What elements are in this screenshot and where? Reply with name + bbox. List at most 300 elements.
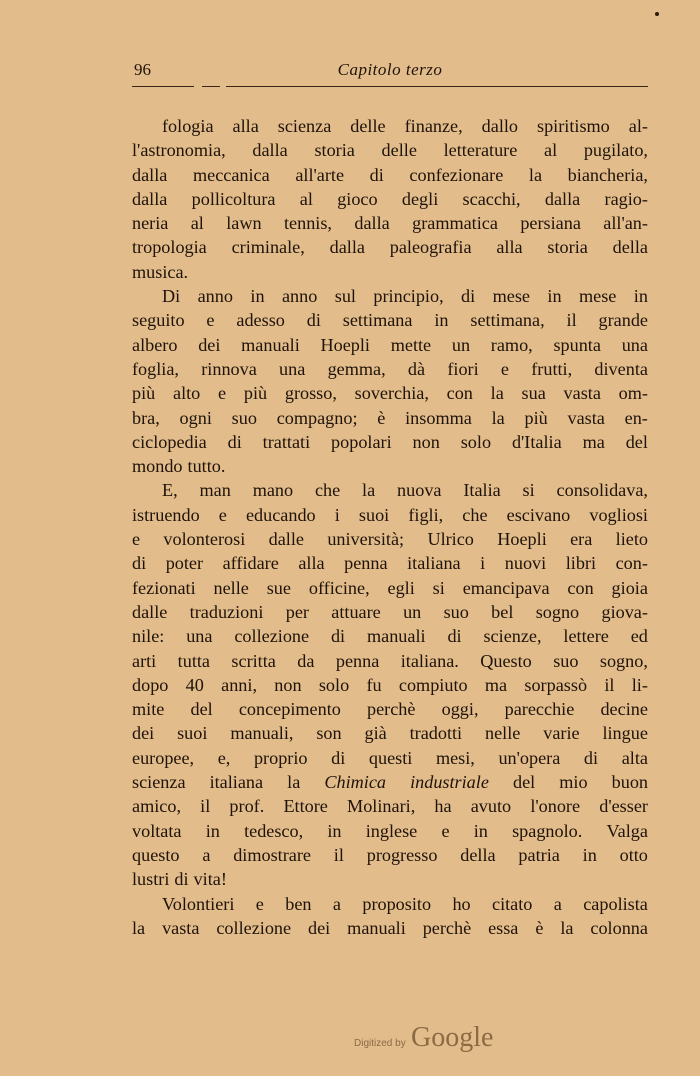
word: alla <box>496 237 523 258</box>
running-header <box>132 58 648 84</box>
word: ragio- <box>604 188 648 209</box>
watermark-logo: Google <box>411 1022 494 1053</box>
word: università; <box>327 529 405 550</box>
word: suoi <box>177 723 208 744</box>
word: essa <box>488 917 519 938</box>
word: criminale, <box>231 237 305 258</box>
word: di <box>306 310 321 331</box>
text-line <box>132 527 648 551</box>
word: ciclopedia <box>132 431 207 452</box>
text-line <box>132 430 648 454</box>
text-line <box>132 892 648 916</box>
word: e <box>218 383 227 404</box>
word: amico, <box>132 796 181 817</box>
word: frutti, <box>531 358 573 379</box>
word: dalla <box>544 188 581 209</box>
word: li- <box>631 674 648 695</box>
word: ramo, <box>490 334 533 355</box>
word: suo <box>443 601 469 622</box>
word: di <box>447 626 462 647</box>
word: Italia <box>463 480 501 501</box>
word: decine <box>600 699 648 720</box>
word: mette <box>390 334 432 355</box>
word: fologia <box>162 116 214 136</box>
word: e <box>206 310 215 331</box>
word: sue <box>266 577 291 598</box>
word: avuto <box>470 796 512 817</box>
word: sogno <box>535 601 580 622</box>
word: italiana. <box>400 650 459 671</box>
word: libri <box>565 553 597 574</box>
word: proposito <box>362 893 432 914</box>
word: en- <box>624 407 648 428</box>
word: diventa <box>594 358 648 379</box>
word: foglia, <box>132 358 179 379</box>
word: al- <box>628 116 648 136</box>
word: oggi, <box>441 699 479 720</box>
word: gemma, <box>327 358 386 379</box>
word: paleografia <box>389 237 472 258</box>
italic-title-word: industriale <box>410 772 489 793</box>
word: emancipava <box>462 577 550 598</box>
word: questo <box>132 844 180 865</box>
word: ma <box>582 431 605 452</box>
word: mite <box>132 699 165 720</box>
word: storia <box>314 140 355 161</box>
word: dei <box>308 917 331 938</box>
word: all'arte <box>295 164 345 185</box>
text-line <box>132 211 648 235</box>
word: citato <box>492 893 533 914</box>
word: volonterosi <box>163 529 246 550</box>
word: è <box>535 917 544 938</box>
word: l'astronomia, <box>132 140 226 161</box>
scan-speck <box>655 12 659 16</box>
word: il <box>200 796 211 817</box>
word: affidare <box>222 553 279 574</box>
word: fiori <box>447 358 479 379</box>
word: seguito <box>132 310 185 331</box>
word: ogni <box>179 407 212 428</box>
word: ha <box>434 796 452 817</box>
word: già <box>364 723 387 744</box>
word: Molinari, <box>347 796 416 817</box>
word: scienza <box>277 116 332 136</box>
text-line <box>132 843 648 867</box>
word: ho <box>452 893 471 914</box>
word: lettere <box>563 626 609 647</box>
word: educando <box>245 504 316 525</box>
word: scritta <box>231 650 276 671</box>
text-line <box>132 308 648 332</box>
word: e <box>218 504 227 525</box>
word: lawn <box>226 213 262 234</box>
text-line <box>132 746 648 770</box>
word: dalla <box>329 237 365 258</box>
word: in <box>327 820 342 841</box>
word: grosso, <box>284 383 337 404</box>
word: pugilato, <box>583 140 648 161</box>
word: nuova <box>397 480 442 501</box>
word: il <box>566 310 577 331</box>
word: che <box>462 504 488 525</box>
word: nelle <box>484 723 521 744</box>
word: della <box>460 844 496 865</box>
word: si <box>522 480 535 501</box>
word: penna <box>335 650 380 671</box>
word: vita! <box>193 869 227 890</box>
word: in <box>434 310 449 331</box>
word: vasta <box>563 383 601 404</box>
word: varie <box>543 723 580 744</box>
word: mese <box>579 286 617 307</box>
word: più <box>524 407 548 428</box>
word: spunta <box>553 334 601 355</box>
word: lingue <box>602 723 648 744</box>
word: solo <box>460 431 492 452</box>
word: di <box>461 286 476 307</box>
word: in <box>250 286 265 307</box>
word: principio, <box>373 286 444 307</box>
word: mondo <box>132 456 183 477</box>
text-line <box>132 649 648 673</box>
word: dalle <box>268 529 304 550</box>
word: non <box>274 674 302 695</box>
word: un'opera <box>498 747 561 768</box>
text-line <box>132 114 648 138</box>
word: dà <box>407 358 426 379</box>
word: persiana <box>520 213 581 234</box>
running-title: Capitolo terzo <box>337 60 443 79</box>
word: dalla <box>132 164 168 185</box>
word: alto <box>173 383 201 404</box>
word: una <box>621 334 648 355</box>
word: di <box>174 869 189 890</box>
word: d'Italia <box>511 431 562 452</box>
word: consolidava, <box>556 480 648 501</box>
word: dopo <box>132 674 169 695</box>
word: man <box>199 480 231 501</box>
word: un <box>451 334 471 355</box>
word: vasta <box>567 407 605 428</box>
word: un <box>403 601 422 622</box>
word: neria <box>132 213 169 234</box>
paragraph <box>132 892 648 941</box>
word: inglese <box>365 820 418 841</box>
word: anno <box>281 286 318 307</box>
word: tropologia <box>132 237 207 258</box>
word: manuali <box>366 626 426 647</box>
word: e <box>500 358 509 379</box>
word: sul <box>334 286 356 307</box>
text-line <box>132 406 648 430</box>
word: popolari <box>331 431 392 452</box>
word: anni, <box>221 674 257 695</box>
word: mese <box>492 286 530 307</box>
word: dalla <box>354 213 390 234</box>
word: officine, <box>308 577 370 598</box>
word: manuali <box>241 334 300 355</box>
word: E, <box>162 480 178 501</box>
word: la <box>287 772 301 793</box>
word: attuare <box>331 601 381 622</box>
word: del <box>625 431 648 452</box>
word: anno <box>197 286 233 307</box>
paragraph <box>132 284 648 478</box>
page-body <box>132 114 648 940</box>
word: non <box>412 431 440 452</box>
word: progresso <box>366 844 438 865</box>
word: settimana, <box>470 310 545 331</box>
word: in <box>633 286 648 307</box>
word: di <box>132 553 147 574</box>
page-number: 96 <box>134 60 151 79</box>
text-line <box>132 697 648 721</box>
word: l'onore <box>530 796 581 817</box>
word: degli <box>401 188 439 209</box>
text-line <box>132 333 648 357</box>
text-line <box>132 260 648 284</box>
word: e <box>255 893 264 914</box>
word: mano <box>252 480 294 501</box>
word: europee, <box>132 747 195 768</box>
word: albero <box>132 334 178 355</box>
word: scienze, <box>483 626 542 647</box>
word: italiana <box>209 772 264 793</box>
word: son <box>316 723 342 744</box>
text-line <box>132 454 648 478</box>
word: lieto <box>615 529 648 550</box>
word: compagno; <box>276 407 358 428</box>
text-line <box>132 916 648 940</box>
word: al <box>544 140 558 161</box>
word: Hoepli <box>497 529 547 550</box>
word: istruendo <box>132 504 200 525</box>
text-line <box>132 163 648 187</box>
word: alla <box>298 553 325 574</box>
word: voltata <box>132 820 182 841</box>
word: grammatica <box>412 213 498 234</box>
text-line <box>132 624 648 648</box>
word: dei <box>132 723 155 744</box>
word: Hoepli <box>320 334 370 355</box>
word: i <box>334 504 340 525</box>
word: mio <box>559 772 588 793</box>
text-line <box>132 478 648 502</box>
word: di <box>330 626 346 647</box>
word: al <box>190 213 204 234</box>
watermark-prefix: Digitized by <box>354 1038 406 1049</box>
word: parecchie <box>504 699 575 720</box>
text-line <box>132 819 648 843</box>
word: del <box>512 772 536 793</box>
word: compiuto <box>398 674 468 695</box>
word: in <box>582 844 597 865</box>
word: il <box>604 674 615 695</box>
word: prof. <box>229 796 265 817</box>
text-line <box>132 381 648 405</box>
text-line <box>132 794 648 818</box>
word: tutta <box>177 650 210 671</box>
word: il <box>333 844 344 865</box>
word: la <box>490 383 504 404</box>
word: patria <box>518 844 560 865</box>
word: scienza <box>132 772 186 793</box>
word: settimana <box>342 310 413 331</box>
word: ed <box>630 626 648 647</box>
word: figli, <box>408 504 444 525</box>
word: del <box>190 699 213 720</box>
word: la <box>132 917 146 938</box>
word: dalle <box>132 601 168 622</box>
word: alla <box>232 116 259 136</box>
word: nuovi <box>504 553 547 574</box>
text-line <box>132 138 648 162</box>
word: capolista <box>583 893 648 914</box>
text-line <box>132 673 648 697</box>
word: perchè <box>422 917 472 938</box>
word: in <box>473 820 488 841</box>
word: grande <box>598 310 648 331</box>
word: i <box>480 553 486 574</box>
word: 40 <box>185 674 204 695</box>
word: spiritismo <box>537 116 610 136</box>
word: con <box>446 383 473 404</box>
word: e, <box>217 747 231 768</box>
text-line <box>132 503 648 527</box>
word: mesi, <box>435 747 475 768</box>
word: era <box>570 529 593 550</box>
word: spagnolo. <box>512 820 583 841</box>
word: ben <box>285 893 312 914</box>
word: a <box>553 893 562 914</box>
text-line <box>132 721 648 745</box>
word: con <box>567 577 594 598</box>
word: Ulrico <box>427 529 474 550</box>
word: gioia <box>611 577 648 598</box>
word: con- <box>615 553 648 574</box>
text-line <box>132 357 648 381</box>
word: collezione <box>216 917 292 938</box>
word: Ettore <box>283 796 328 817</box>
word: dalla <box>132 188 168 209</box>
word: una <box>186 626 213 647</box>
word: tradotti <box>409 723 463 744</box>
word: Questo <box>480 650 532 671</box>
word: Di <box>162 286 181 307</box>
word: dallo <box>481 116 519 136</box>
word: penna <box>344 553 388 574</box>
word: adesso <box>236 310 285 331</box>
word: più <box>132 383 156 404</box>
word: storia <box>547 237 588 258</box>
word: letterature <box>443 140 518 161</box>
word: traduzioni <box>189 601 264 622</box>
word: la <box>528 164 543 185</box>
word: e <box>441 820 450 841</box>
word: è <box>377 407 386 428</box>
word: giova- <box>601 601 648 622</box>
word: colonna <box>590 917 648 938</box>
word: suo <box>231 407 257 428</box>
word: fezionati <box>132 577 196 598</box>
word: bel <box>491 601 514 622</box>
italic-title-word: Chimica <box>324 772 387 793</box>
word: bra, <box>132 407 160 428</box>
word: della <box>612 237 648 258</box>
paragraph <box>132 478 648 891</box>
word: soverchia, <box>354 383 429 404</box>
word: dei <box>198 334 221 355</box>
word: manuali <box>347 917 406 938</box>
header-rule <box>132 86 648 87</box>
word: suoi <box>358 504 390 525</box>
word: scacchi, <box>462 188 521 209</box>
text-line <box>132 600 648 624</box>
word: biancheria, <box>567 164 648 185</box>
word: delle <box>350 116 386 136</box>
word: più <box>243 383 268 404</box>
word: sorpassò <box>524 674 588 695</box>
word: perchè <box>367 699 416 720</box>
word: italiana <box>407 553 461 574</box>
word: buon <box>611 772 648 793</box>
word: la <box>560 917 574 938</box>
word: sogno, <box>599 650 648 671</box>
word: da <box>297 650 315 671</box>
word: di <box>583 747 599 768</box>
word: una <box>279 358 306 379</box>
word: di <box>369 164 384 185</box>
word: vogliosi <box>589 504 648 525</box>
word: di <box>331 747 346 768</box>
word: e <box>132 529 141 550</box>
word: insomma <box>405 407 472 428</box>
word: sua <box>521 383 546 404</box>
text-line <box>132 284 648 308</box>
text-line <box>132 770 648 794</box>
word: la <box>362 480 376 501</box>
word: a <box>332 893 341 914</box>
word: di <box>227 431 242 452</box>
word: finanze, <box>404 116 463 136</box>
word: escivano <box>506 504 571 525</box>
text-line <box>132 576 648 600</box>
word: la <box>491 407 505 428</box>
word: questi <box>368 747 413 768</box>
word: egli <box>387 577 415 598</box>
word: dalla <box>252 140 288 161</box>
word: poter <box>165 553 204 574</box>
paragraph <box>132 114 648 284</box>
word: a <box>202 844 211 865</box>
word: che <box>314 480 341 501</box>
word: proprio <box>253 747 308 768</box>
word: musica. <box>132 261 189 282</box>
text-line <box>132 551 648 575</box>
word: in <box>547 286 562 307</box>
word: all'an- <box>603 213 648 234</box>
word: fu <box>366 674 382 695</box>
word: lustri <box>132 869 170 890</box>
word: alta <box>621 747 648 768</box>
word: gioco <box>337 188 378 209</box>
word: ma <box>484 674 508 695</box>
word: per <box>285 601 309 622</box>
word: d'esser <box>599 796 648 817</box>
word: manuali, <box>230 723 294 744</box>
word: delle <box>381 140 417 161</box>
